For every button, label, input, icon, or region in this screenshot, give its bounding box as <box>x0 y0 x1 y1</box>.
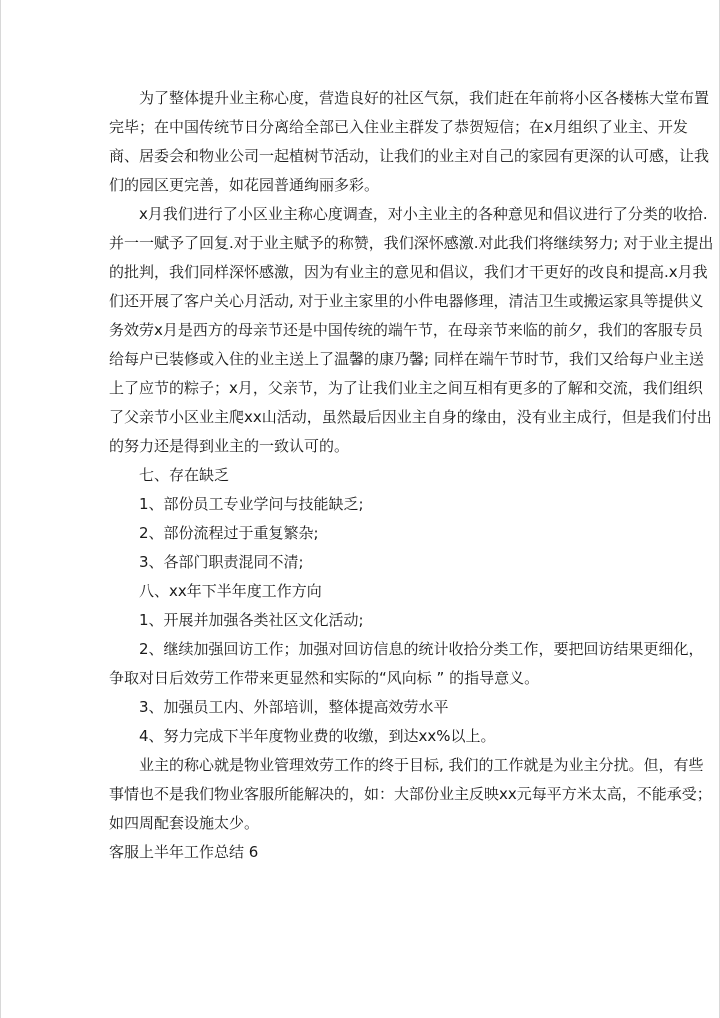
list-item: 4、努力完成下半年度物业费的收缴，到达xx%以上。 <box>139 727 496 745</box>
next-section-title: 客服上半年工作总结 6 <box>109 843 259 861</box>
list-item: 3、各部门职责混同不清; <box>139 553 304 571</box>
list-item: 3、加强员工内、外部培训，整体提高效劳水平 <box>139 698 449 716</box>
paragraph-community-activities: 为了整体提升业主称心度，营造良好的社区气氛，我们赶在年前将小区各楼栋大堂布置完毕；在中国传统节日分离给全部已入住业主群发了恭贺短信；在x月组织了业主、开发商、居委会和物业公司一起植树节活动，让我们的业主对自己的家园有更深的认可感，让我们的园区更完善，如花园普通绚丽多彩。 <box>109 89 710 194</box>
list-item: 1、开展并加强各类社区文化活动; <box>139 611 364 629</box>
list-item: 2、部份流程过于重复繁杂; <box>139 524 319 542</box>
paragraph-conclusion: 业主的称心就是物业管理效劳工作的终于目标, 我们的工作就是为业主分扰。但，有些事情也不是我们物业客服所能解决的，如：大部份业主反映xx元每平方米太高，不能承受；如四周配套设施太少。 <box>109 756 712 832</box>
list-item: 2、继续加强回访工作；加强对回访信息的统计收拾分类工作，要把回访结果更细化，争取对日后效劳工作带来更显然和实际的“风向标 ” 的指导意义。 <box>109 640 704 687</box>
paragraph-satisfaction-survey: x月我们进行了小区业主称心度调查，对小主业主的各种意见和倡议进行了分类的收拾.并一一赋予了回复.对于业主赋予的称赞，我们深怀感激.对此我们将继续努力; 对于业主提出的批判，我们同样深怀感激，因为有业主的意见和倡议，我们才干更好的改良和提高.x月我们还开展了客户关心月活动, 对于业主家里的小件电器修理，清洁卫生或搬运家具等提供义务效劳x月是西方的母亲节还是中国传统的端午节，在母亲节来临的前夕，我们的客服专员给每户已装修或入住的业主送上了温馨的康乃馨; 同样在端午节时节，我们又给每户业主送上了应节的粽子；x月，父亲节，为了让我们业主之间互相有更多的了解和交流，我们组织了父亲节小区业主爬xx山活动，虽然最后因业主自身的缘由，没有业主成行，但是我们付出的努力还是得到业主的一致认可的。 <box>109 205 714 455</box>
document-body <box>109 84 717 867</box>
section-heading-shortcomings: 七、存在缺乏 <box>139 466 230 484</box>
section-heading-work-direction: 八、xx年下半年度工作方向 <box>139 582 322 600</box>
list-item: 1、部份员工专业学问与技能缺乏; <box>139 495 364 513</box>
